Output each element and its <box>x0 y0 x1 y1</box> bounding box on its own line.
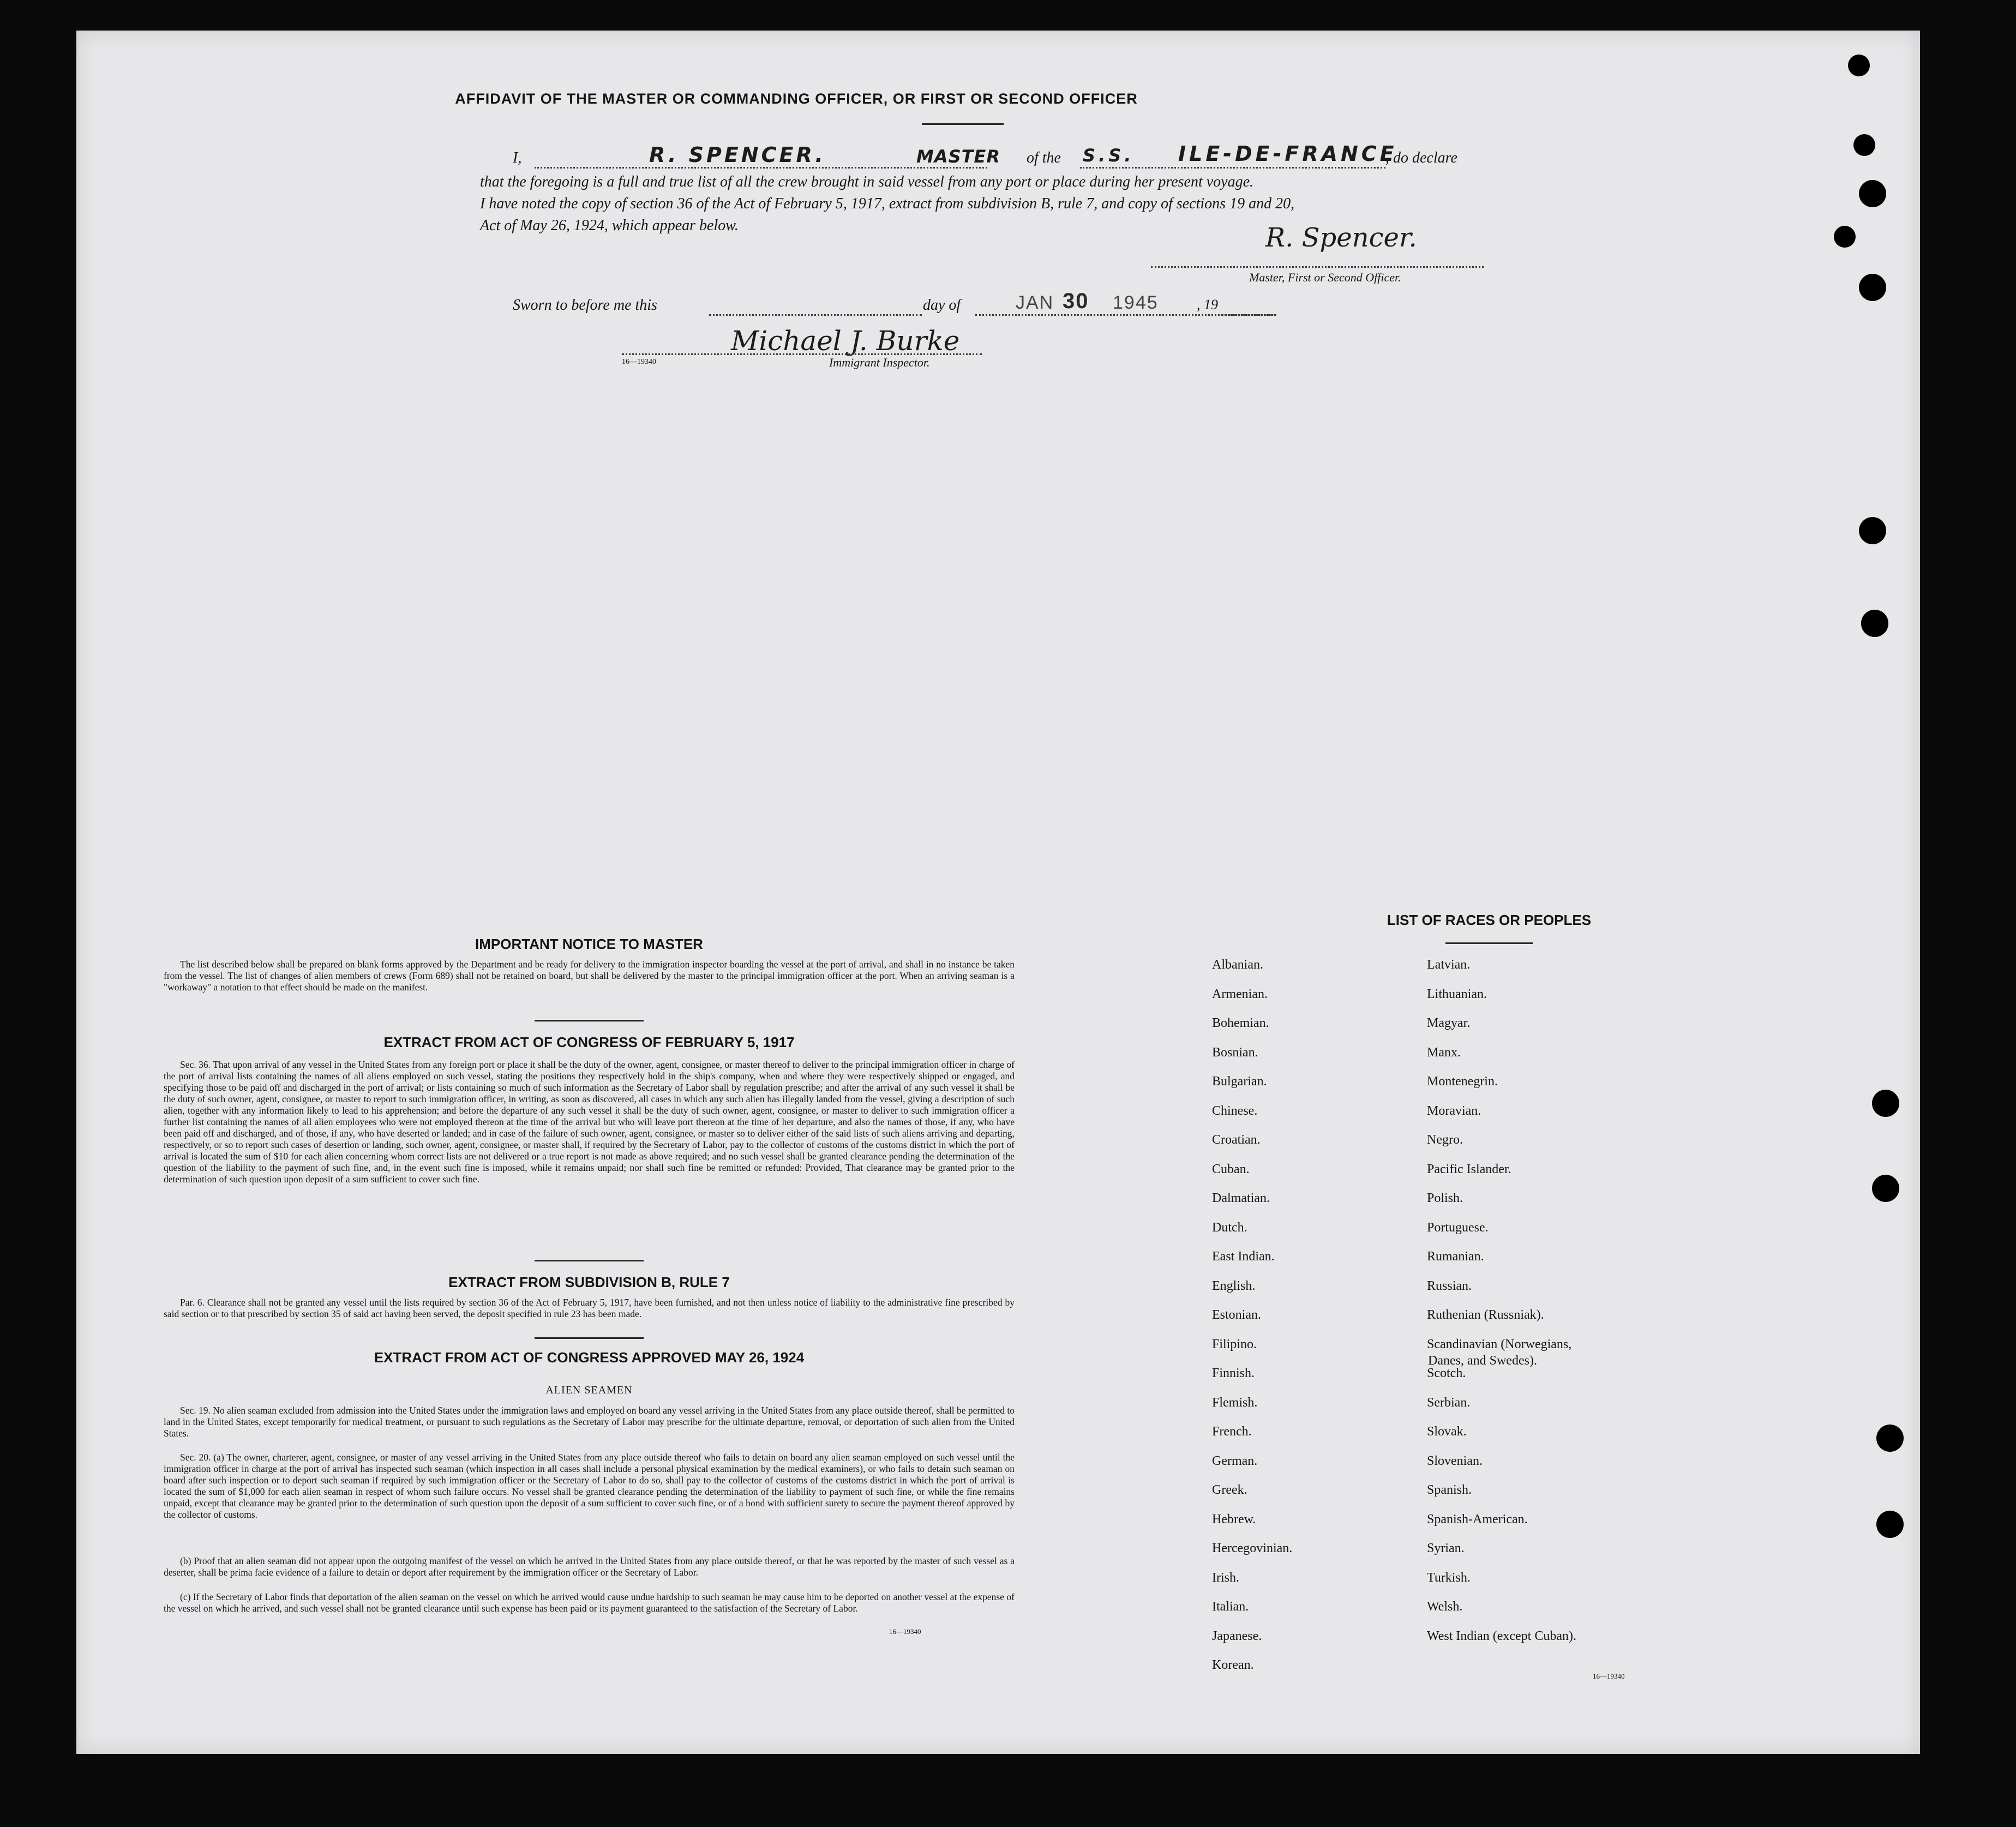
punch-hole <box>1872 1175 1899 1202</box>
race-item: Serbian. <box>1427 1395 1471 1410</box>
date-stamp-day: 30 <box>1063 289 1089 313</box>
race-item: Montenegrin. <box>1427 1074 1498 1089</box>
affidavit-line-3: I have noted the copy of section 36 of the Act of February 5, 1917, extract from subdivision B, rule 7, and copy of sections 19 and 20, <box>480 195 1295 212</box>
race-item: Slovenian. <box>1427 1453 1483 1468</box>
race-item: Polish. <box>1427 1191 1463 1205</box>
race-item: English. <box>1212 1278 1256 1293</box>
race-item: West Indian (except Cuban). <box>1427 1628 1576 1643</box>
sec-19-text: Sec. 19. No alien seaman excluded from admission into the United States under the immigration laws and employed on board any vessel arriving in the United States from any place outside thereof, shall be permitted to land in the United States, except temporarily for medical treatment, or pursuant to such regulations as the Secretary of Labor may prescribe for the ultimate departure, removal, or deportation of such alien from the United States. <box>164 1405 1015 1439</box>
master-name: R. SPENCER. <box>649 143 826 167</box>
document-page <box>76 31 1920 1754</box>
race-item: Armenian. <box>1212 987 1268 1001</box>
race-item: Scandinavian (Norwegians, <box>1427 1337 1572 1351</box>
extract-1917-title: EXTRACT FROM ACT OF CONGRESS OF FEBRUARY 5, 1917 <box>383 1034 795 1050</box>
race-item: Pacific Islander. <box>1427 1162 1511 1176</box>
master-signature: R. Spencer. <box>1265 223 1417 253</box>
title-rule <box>922 123 1004 125</box>
affidavit-form-number: 16—19340 <box>622 358 656 366</box>
notice-title: IMPORTANT NOTICE TO MASTER <box>475 936 703 952</box>
master-rank: MASTER <box>916 146 1000 167</box>
punch-hole <box>1876 1425 1904 1452</box>
punch-hole <box>1876 1511 1904 1538</box>
race-item: Spanish-American. <box>1427 1512 1528 1526</box>
extract-rule7-rule <box>535 1337 644 1339</box>
race-item: Japanese. <box>1212 1628 1262 1643</box>
race-item: Russian. <box>1427 1278 1472 1293</box>
signature-blank <box>1151 266 1484 268</box>
race-item: Lithuanian. <box>1427 987 1487 1001</box>
punch-hole <box>1861 610 1888 637</box>
sworn-label: Sworn to before me this <box>513 297 657 314</box>
punch-hole <box>1853 134 1875 156</box>
race-item: Bohemian. <box>1212 1016 1269 1030</box>
year-prefix: , 19 <box>1197 297 1218 312</box>
punch-hole <box>1859 274 1886 301</box>
notice-text: The list described below shall be prepared on blank forms approved by the Department and be ready for delivery to the immigration inspector boarding the vessel at the port of arrival, and shall in no instance be taken from the vessel. The list of changes of alien members of crews (Form 689) shall not be retained on board, but shall be delivered by the master to the principal immigration officer at the port. When an arriving seaman is a "workaway" a notation to that effect should be made on the manifest. <box>164 959 1015 993</box>
race-item: Negro. <box>1427 1133 1463 1147</box>
race-item: Syrian. <box>1427 1541 1465 1555</box>
race-item: Finnish. <box>1212 1366 1255 1380</box>
punch-hole <box>1872 1090 1899 1117</box>
race-item: Slovak. <box>1427 1425 1467 1439</box>
race-item: Manx. <box>1427 1045 1461 1060</box>
vessel-blank <box>1080 167 1385 169</box>
notice-rule <box>535 1020 644 1021</box>
race-item: Magyar. <box>1427 1016 1471 1030</box>
master-caption: Master, First or Second Officer. <box>1249 271 1401 284</box>
race-item: Dutch. <box>1212 1220 1247 1235</box>
sec-20b-text: (b) Proof that an alien seaman did not appear upon the outgoing manifest of the vessel on which he arrived in the United States from any place outside thereof, or that he was reported by the master of such vessel as a deserter, shall be prima facie evidence of a failure to detain or deport after requirement by the immigration officer or the Secretary of Labor. <box>164 1555 1015 1578</box>
race-item: Turkish. <box>1427 1570 1471 1585</box>
race-item: Scotch. <box>1427 1366 1466 1380</box>
name-blank <box>535 167 987 169</box>
of-the-label: of the <box>1027 149 1061 166</box>
punch-hole <box>1848 55 1870 76</box>
extract-form-number: 16—19340 <box>889 1627 921 1636</box>
affidavit-line-4: Act of May 26, 1924, which appear below. <box>480 217 739 234</box>
alien-seamen-subtitle: ALIEN SEAMEN <box>545 1384 633 1396</box>
race-item: East Indian. <box>1212 1249 1275 1264</box>
race-item: Ruthenian (Russniak). <box>1427 1308 1544 1322</box>
vessel-name: ILE-DE-FRANCE <box>1178 142 1397 166</box>
race-item: Danes, and Swedes). <box>1428 1353 1537 1368</box>
extract-1924-title: EXTRACT FROM ACT OF CONGRESS APPROVED MAY 26, 1924 <box>374 1349 805 1366</box>
inspector-blank <box>622 353 982 355</box>
extract-1917-rule <box>535 1260 644 1261</box>
race-item: Portuguese. <box>1427 1220 1489 1235</box>
race-item: Italian. <box>1212 1600 1249 1614</box>
inspector-signature: Michael J. Burke <box>731 325 960 357</box>
race-item: Bosnian. <box>1212 1045 1258 1060</box>
race-item: Moravian. <box>1427 1103 1481 1118</box>
punch-hole <box>1859 517 1886 544</box>
inspector-caption: Immigrant Inspector. <box>829 356 930 369</box>
affidavit-title: AFFIDAVIT OF THE MASTER OR COMMANDING OFFICER, OR FIRST OR SECOND OFFICER <box>455 91 1138 107</box>
punch-hole <box>1859 180 1886 207</box>
race-item: Korean. <box>1212 1658 1254 1672</box>
declare-label: , do declare <box>1385 149 1457 166</box>
races-rule <box>1445 942 1533 944</box>
extract-rule7-text: Par. 6. Clearance shall not be granted any vessel until the lists required by section 36 of the Act of February 5, 1917, have been furnished, and not then unless notice of liability to the administrative fine prescribed by said section or to that prescribed by section 35 of said act having been served, the deposit specified in rule 23 has been made. <box>164 1297 1015 1319</box>
race-item: Dalmatian. <box>1212 1191 1270 1205</box>
race-item: Estonian. <box>1212 1308 1261 1322</box>
race-item: Latvian. <box>1427 958 1471 972</box>
sworn-day-blank <box>709 314 922 316</box>
race-item: German. <box>1212 1453 1258 1468</box>
race-item: Spanish. <box>1427 1483 1472 1497</box>
day-of-label: day of <box>923 297 961 314</box>
races-form-number: 16—19340 <box>1593 1672 1625 1680</box>
race-item: Croatian. <box>1212 1133 1261 1147</box>
race-item: Chinese. <box>1212 1103 1258 1118</box>
sec-20c-text: (c) If the Secretary of Labor finds that deportation of the alien seaman on the vessel on which he arrived would cause undue hardship to such seaman he may cause him to be deported on another vessel at the expense of the vessel on which he arrived, and such vessel shall not be granted clearance until such expense has been paid or its payment guaranteed to the satisfaction of the Secretary of Labor. <box>164 1591 1015 1614</box>
vessel-prefix: S.S. <box>1083 145 1135 166</box>
sec-20a-text: Sec. 20. (a) The owner, charterer, agent, consignee, or master of any vessel arriving in the United States from any place outside thereof who fails to detain on board any alien seaman employed on such vessel until the immigration officer in charge at the port of arrival has inspected such seaman (which inspection in all cases shall include a personal physical examination by the medical examiners), or who fails to detain such seaman on board after such inspection or to deport such seaman if required by such immigration officer or the Secretary of Labor to do so, shall pay to the collector of customs of the customs district in which the port of arrival is located the sum of $1,000 for each alien seaman in respect of whom such failure occurs. No vessel shall be granted clearance pending the determination of the liability to payment of such fine, or while the fine remains unpaid, except that clearance may be granted prior to the determination of such question upon the deposit of a sum sufficient to cover such fine, or of a bond with sufficient surety to secure the payment thereof approved by the collector of customs. <box>164 1452 1015 1520</box>
race-item: Albanian. <box>1212 958 1263 972</box>
race-item: Filipino. <box>1212 1337 1257 1351</box>
race-item: Cuban. <box>1212 1162 1250 1176</box>
date-stamp-year: 1945 <box>1113 292 1159 313</box>
year-blank <box>1222 314 1276 316</box>
extract-rule7-title: EXTRACT FROM SUBDIVISION B, RULE 7 <box>448 1274 730 1290</box>
punch-hole <box>1834 226 1856 248</box>
race-item: Irish. <box>1212 1570 1239 1585</box>
date-stamp-month: JAN <box>1016 292 1054 313</box>
race-item: Flemish. <box>1212 1395 1258 1410</box>
race-item: Greek. <box>1212 1483 1247 1497</box>
affidavit-i-label: I, <box>513 149 522 166</box>
race-item: Hebrew. <box>1212 1512 1256 1526</box>
extract-1917-text: Sec. 36. That upon arrival of any vessel in the United States from any foreign port or place it shall be the duty of the owner, agent, consignee, or master thereof to deliver to the principal immigration officer in charge of the port of arrival lists containing the names of all aliens employed on such vessel, stating the positions they respectively hold in the ship's company, when and where they were respectively shipped or engaged, and specifying those to be paid off and discharged in the port of arrival; or lists containing so much of such information as the Secretary of Labor shall by regulation prescribe; and after the arrival of any such vessel it shall be the duty of such owner, agent, consignee, or master to report to such immigration officer, in writing, as soon as discovered, all cases in which any such alien has illegally landed from the vessel, giving a description of such alien, together with any information likely to lead to his apprehension; and before the departure of any such vessel it shall be the duty of such owner, agent, consignee, or master to deliver to such immigration officer a further list containing the names of all alien employees who were not employed thereon at the time of the arrival but who will leave port thereon at the time of her departure, and also the names of those, if any, who have been paid off and discharged, and of those, if any, who have deserted or landed; and in case of the failure of such owner, agent, consignee, or master so to deliver either of the said lists of such aliens arriving and departing, respectively, or so to report such cases of desertion or landing, such owner, agent, consignee, or master shall, if required by the Secretary of Labor, pay to the collector of customs of the customs district in which the port of arrival is located the sum of $10 for each alien concerning whom correct lists are not delivered or a true report is not made as above required; and no such vessel shall be granted clearance pending the determination of the question of the liability to the payment of such fine, and, in the event such fine is imposed, while it remains unpaid; nor shall such fine be remitted or refunded: Provided, That clearance may be granted prior to the determination of such question upon deposit of a sum sufficient to cover such fine. <box>164 1059 1015 1185</box>
affidavit-line-2: that the foregoing is a full and true list of all the crew brought in said vessel from any port or place during her present voyage. <box>480 173 1254 190</box>
race-item: French. <box>1212 1425 1252 1439</box>
race-item: Welsh. <box>1427 1600 1463 1614</box>
races-title: LIST OF RACES OR PEOPLES <box>1387 912 1592 928</box>
race-item: Hercegovinian. <box>1212 1541 1293 1555</box>
race-item: Rumanian. <box>1427 1249 1484 1264</box>
race-item: Bulgarian. <box>1212 1074 1267 1089</box>
